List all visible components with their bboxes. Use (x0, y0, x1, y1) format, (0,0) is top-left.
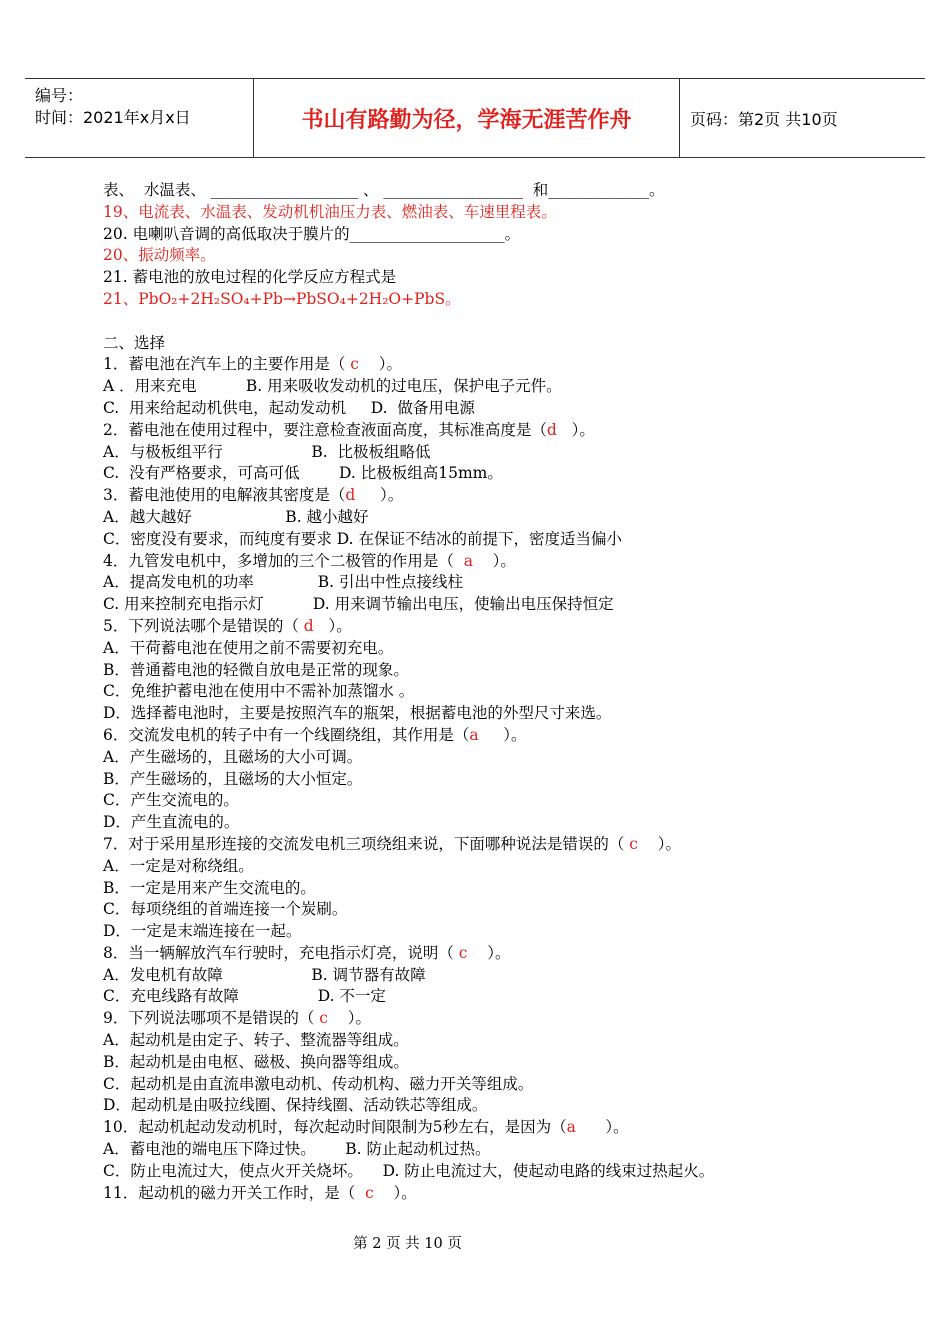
text-line: C. 没有严格要求，可高可低 D. 比极板组高15mm。 (103, 464, 503, 483)
question-tail: ）。 (575, 1118, 629, 1137)
text-line: A．蓄电池的端电压下降过快。 B. 防止起动机过热。 (103, 1140, 491, 1159)
question-tail: ）。 (373, 1183, 417, 1202)
question-text: 7．对于采用星形连接的交流发电机三项绕组来说，下面哪种说法是错误的（ (103, 834, 630, 853)
page-footer (0, 1232, 950, 1253)
text-line (103, 1117, 893, 1139)
answer-letter: a (469, 725, 479, 744)
text-line (103, 616, 893, 638)
question-text: 4．九管发电机中，多增加的三个二极管的作用是（ (103, 551, 464, 570)
doc-number-label: 编号： (35, 86, 84, 105)
text-line: C．免维护蓄电池在使用中不需补加蒸馏水 。 (103, 682, 415, 701)
question-text: 9．下列说法哪项不是错误的（ (103, 1009, 320, 1028)
question-tail: ）。 (313, 616, 352, 635)
question-tail: ）。 (327, 1009, 371, 1028)
text-line: 20. 电喇叭音调的高低取决于膜片的____________________。 (103, 224, 521, 243)
question-text: 3．蓄电池使用的电解液其密度是（ (103, 486, 346, 505)
text-line (103, 420, 893, 442)
question-tail: ）。 (472, 551, 516, 570)
text-line: C．充电线路有故障 D. 不一定 (103, 987, 386, 1006)
text-line: D．选择蓄电池时，主要是按照汽车的瓶架，根据蓄电池的外型尺寸来选。 (103, 704, 612, 723)
text-line: A．起动机是由定子、转子、整流器等组成。 (103, 1031, 409, 1050)
text-line: A．越大越好 B. 越小越好 (103, 507, 369, 526)
answer-letter: a (566, 1118, 576, 1137)
footer-page-number: 第 2 页 共 10 页 (353, 1236, 462, 1252)
text-line (103, 551, 893, 573)
text-line: C. 用来给起动机供电，起动发动机 D. 做备用电源 (103, 398, 475, 417)
text-line (103, 485, 893, 507)
question-text: 2．蓄电池在使用过程中，要注意检查液面高度，其标准高度是（ (103, 420, 547, 439)
text-line: C. 用来控制充电指示灯 D. 用来调节输出电压，使输出电压保持恒定 (103, 595, 614, 614)
question-text: 10．起动机起动发动机时，每次起动时间限制为5秒左右，是因为（ (103, 1118, 567, 1137)
answer-letter: c (350, 355, 359, 374)
text-line: 21、PbO₂+2H₂SO₄+Pb→PbSO₄+2H₂O+PbS。 (103, 289, 461, 308)
question-text: 6．交流发电机的转子中有一个线圈绕组，其作用是（ (103, 725, 470, 744)
text-line (103, 1008, 893, 1030)
text-line (103, 1183, 893, 1205)
text-line: B．一定是用来产生交流电的。 (103, 878, 316, 897)
question-text: 11．起动机的磁力开关工作时，是（ (103, 1183, 366, 1202)
text-line: C．防止电流过大，使点火开关烧坏。 D. 防止电流过大，使起动电路的线束过热起火。 (103, 1161, 715, 1180)
text-line: C．密度没有要求，而纯度有要求 D. 在保证不结冰的前提下，密度适当偏小 (103, 529, 623, 548)
text-line: D．产生直流电的。 (103, 813, 240, 832)
text-line: 19、电流表、水温表、发动机机油压力表、燃油表、车速里程表。 (103, 202, 557, 221)
answer-letter: c (319, 1009, 328, 1028)
answer-letter: c (365, 1183, 374, 1202)
text-line: C．起动机是由直流串激电动机、传动机构、磁力开关等组成。 (103, 1074, 534, 1093)
header-page-label: 页码：第2页 共10页 (690, 109, 838, 129)
text-line: D．起动机是由吸拉线圈、保持线圈、活动铁芯等组成。 (103, 1096, 488, 1115)
question-tail: ）。 (358, 355, 402, 374)
question-tail: ）。 (467, 943, 511, 962)
text-line: 21. 蓄电池的放电过程的化学反应方程式是 (103, 268, 397, 287)
text-line: A ．用来充电 B. 用来吸收发动机的过电压，保护电子元件。 (103, 377, 562, 396)
answer-letter: c (629, 834, 638, 853)
text-line: A．干荷蓄电池在使用之前不需要初充电。 (103, 638, 394, 657)
answer-letter: c (458, 943, 468, 962)
answer-letter: d (303, 616, 314, 635)
text-line: C．每项绕组的首端连接一个炭刷。 (103, 900, 348, 919)
page-header (25, 78, 925, 158)
answer-letter: a (463, 551, 473, 570)
text-line: B．普通蓄电池的轻微自放电是正常的现象。 (103, 660, 409, 679)
question-text: 1．蓄电池在汽车上的主要作用是（ (103, 355, 351, 374)
text-line (103, 943, 893, 965)
answer-letter: d (345, 486, 356, 505)
text-line: C．产生交流电的。 (103, 791, 239, 810)
text-line (103, 725, 893, 747)
question-tail: ）。 (355, 486, 404, 505)
text-line: 二、选择 (103, 333, 166, 352)
text-line: 表、 水温表、 ___________________ 、 __________________ 和_____________。 (103, 181, 665, 199)
text-line: A．发电机有故障 B. 调节器有故障 (103, 965, 426, 984)
text-line: A．产生磁场的，且磁场的大小可调。 (103, 747, 363, 766)
answer-letter: d (546, 420, 557, 439)
document-body (103, 180, 893, 1204)
text-line: D．一定是末端连接在一起。 (103, 922, 302, 941)
text-line: 20、振动频率。 (103, 246, 216, 265)
question-text: 8．当一辆解放汽车行驶时，充电指示灯亮，说明（ (103, 943, 459, 962)
doc-time-label: 时间：2021年x月x日 (35, 108, 191, 127)
text-line (103, 834, 893, 856)
header-motto: 书山有路勤为径，学海无涯苦作舟 (253, 79, 680, 157)
text-line (103, 354, 893, 376)
text-line: A．提高发电机的功率 B. 引出中性点接线柱 (103, 573, 463, 592)
text-line (103, 311, 893, 333)
question-tail: ）。 (637, 834, 681, 853)
question-tail: ）。 (556, 420, 595, 439)
question-text: 5．下列说法哪个是错误的（ (103, 616, 304, 635)
text-line: A．与极板组平行 B. 比极板组略低 (103, 442, 431, 461)
question-tail: ）。 (478, 725, 527, 744)
text-line: B．起动机是由电枢、磁极、换向器等组成。 (103, 1052, 409, 1071)
header-info (25, 79, 253, 157)
text-line: B．产生磁场的，且磁场的大小恒定。 (103, 769, 363, 788)
text-line: A．一定是对称绕组。 (103, 856, 254, 875)
